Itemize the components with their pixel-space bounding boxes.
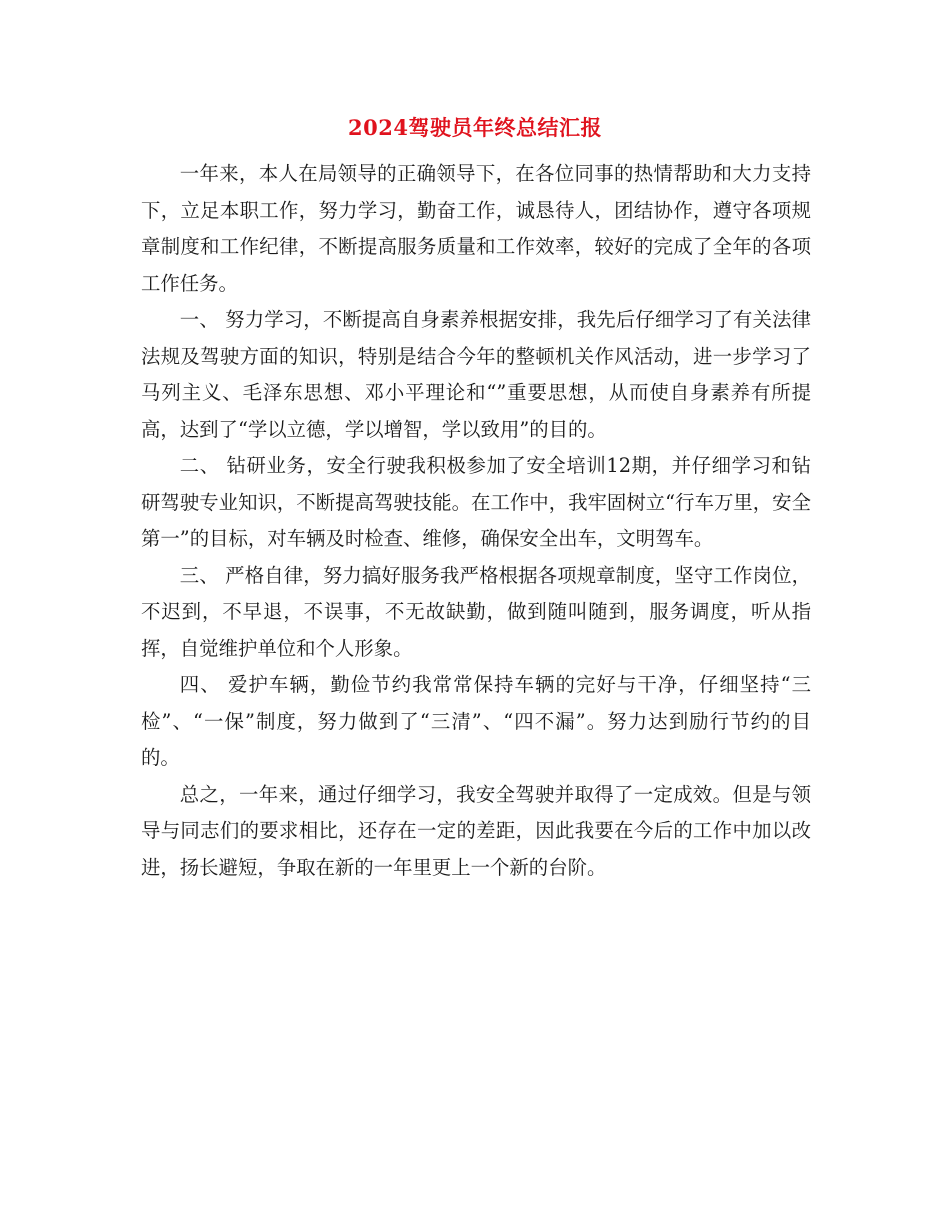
paragraph-conclusion: 总之，一年来，通过仔细学习，我安全驾驶并取得了一定成效。但是与领导与同志们的要求相比，还存在一定的差距，因此我要在今后的工作中加以改进，扬长避短，争取在新的一年里更上一个新的台阶。 <box>141 782 811 879</box>
paragraph-section-3: 三、 严格自律，努力搞好服务我严格根据各项规章制度，坚守工作岗位，不迟到，不早退，不误事，不无故缺勤，做到随叫随到，服务调度，听从指挥，自觉维护单位和个人形象。 <box>141 563 811 660</box>
paragraph-section-2: 二、 钻研业务，安全行驶我积极参加了安全培训12期，并仔细学习和钻研驾驶专业知识，不断提高驾驶技能。在工作中，我牢固树立“行车万里，安全第一”的目标，对车辆及时检查、维修，确保安全出车，文明驾车。 <box>141 454 811 550</box>
paragraph-section-4: 四、 爱护车辆，勤俭节约我常常保持车辆的完好与干净，仔细坚持“三检”、“一保”制度，努力做到了“三清”、“四不漏”。努力达到励行节约的目的。 <box>141 673 811 769</box>
document-body <box>141 156 811 886</box>
paragraph-intro: 一年来，本人在局领导的正确领导下，在各位同事的热情帮助和大力支持下，立足本职工作，努力学习，勤奋工作，诚恳待人，团结协作，遵守各项规章制度和工作纪律，不断提高服务质量和工作效率，较好的完成了全年的各项工作任务。 <box>141 162 811 295</box>
document-title: 2024驾驶员年终总结汇报 <box>348 115 602 140</box>
paragraph-section-1: 一、 努力学习，不断提高自身素养根据安排，我先后仔细学习了有关法律法规及驾驶方面的知识，特别是结合今年的整顿机关作风活动，进一步学习了马列主义、毛泽东思想、邓小平理论和“”重要思想，从而使自身素养有所提高，达到了“学以立德，学以增智，学以致用”的目的。 <box>141 308 811 441</box>
